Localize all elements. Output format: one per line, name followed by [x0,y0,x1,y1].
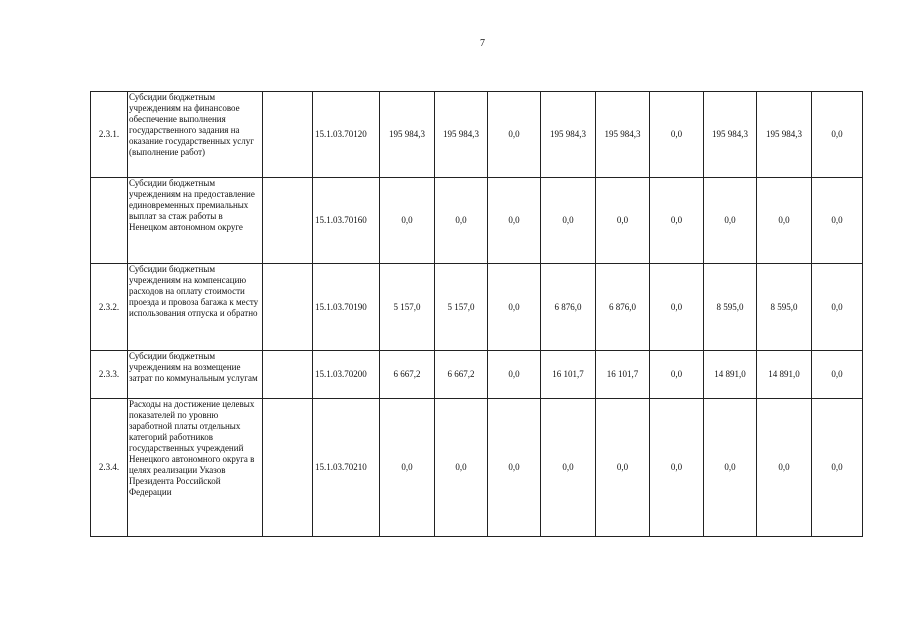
value-cell: 0,0 [812,92,863,178]
table-body [91,92,863,537]
empty-cell [263,399,313,537]
value-cell: 0,0 [650,178,704,264]
value-cell: 195 984,3 [435,92,488,178]
value-cell: 0,0 [488,178,541,264]
value-cell: 6 667,2 [380,351,435,399]
value-cell: 0,0 [650,92,704,178]
value-cell: 16 101,7 [596,351,650,399]
page-number: 7 [480,38,485,49]
row-number [91,178,128,264]
value-cell: 195 984,3 [380,92,435,178]
value-cell: 0,0 [380,178,435,264]
row-description: Субсидии бюджетным учреждениям на предоставление единовременных премиальных выплат за стаж работы в Ненецком автономном округе [128,178,263,264]
value-cell: 0,0 [812,399,863,537]
budget-code: 15.1.03.70200 [313,351,380,399]
value-cell: 0,0 [488,351,541,399]
value-cell: 0,0 [541,178,596,264]
value-cell: 0,0 [704,178,757,264]
empty-cell [263,264,313,351]
budget-code: 15.1.03.70190 [313,264,380,351]
row-description: Субсидии бюджетным учреждениям на финансовое обеспечение выполнения государственного задания на оказание государственных услуг (выполнение работ) [128,92,263,178]
value-cell: 14 891,0 [704,351,757,399]
value-cell: 0,0 [650,351,704,399]
empty-cell [263,92,313,178]
empty-cell [263,351,313,399]
table-row [91,264,863,351]
budget-table [90,91,863,537]
value-cell: 0,0 [380,399,435,537]
value-cell: 6 667,2 [435,351,488,399]
value-cell: 0,0 [757,399,812,537]
value-cell: 0,0 [596,178,650,264]
value-cell: 5 157,0 [380,264,435,351]
table-row [91,351,863,399]
value-cell: 0,0 [541,399,596,537]
value-cell: 0,0 [488,399,541,537]
budget-code: 15.1.03.70120 [313,92,380,178]
value-cell: 6 876,0 [541,264,596,351]
empty-cell [263,178,313,264]
value-cell: 195 984,3 [541,92,596,178]
value-cell: 16 101,7 [541,351,596,399]
value-cell: 0,0 [435,399,488,537]
row-description: Субсидии бюджетным учреждениям на компенсацию расходов на оплату стоимости проезда и провоза багажа к месту использования отпуска и обратно [128,264,263,351]
value-cell: 0,0 [650,399,704,537]
value-cell: 0,0 [488,92,541,178]
table-row [91,178,863,264]
value-cell: 0,0 [704,399,757,537]
value-cell: 0,0 [757,178,812,264]
row-number: 2.3.4. [91,399,128,537]
row-number: 2.3.1. [91,92,128,178]
value-cell: 0,0 [435,178,488,264]
row-description: Расходы на достижение целевых показателей по уровню заработной платы отдельных категорий работников государственных учреждений Ненецкого автономного округа в целях реализации Указов Президента Российской Федерации [128,399,263,537]
row-description: Субсидии бюджетным учреждениям на возмещение затрат по коммунальным услугам [128,351,263,399]
table-row [91,399,863,537]
value-cell: 6 876,0 [596,264,650,351]
row-number: 2.3.3. [91,351,128,399]
row-number: 2.3.2. [91,264,128,351]
value-cell: 14 891,0 [757,351,812,399]
value-cell: 0,0 [812,264,863,351]
value-cell: 0,0 [812,351,863,399]
value-cell: 195 984,3 [704,92,757,178]
value-cell: 0,0 [812,178,863,264]
value-cell: 0,0 [596,399,650,537]
budget-code: 15.1.03.70160 [313,178,380,264]
table-row [91,92,863,178]
value-cell: 195 984,3 [757,92,812,178]
value-cell: 5 157,0 [435,264,488,351]
value-cell: 0,0 [488,264,541,351]
budget-code: 15.1.03.70210 [313,399,380,537]
value-cell: 0,0 [650,264,704,351]
value-cell: 8 595,0 [704,264,757,351]
value-cell: 8 595,0 [757,264,812,351]
value-cell: 195 984,3 [596,92,650,178]
